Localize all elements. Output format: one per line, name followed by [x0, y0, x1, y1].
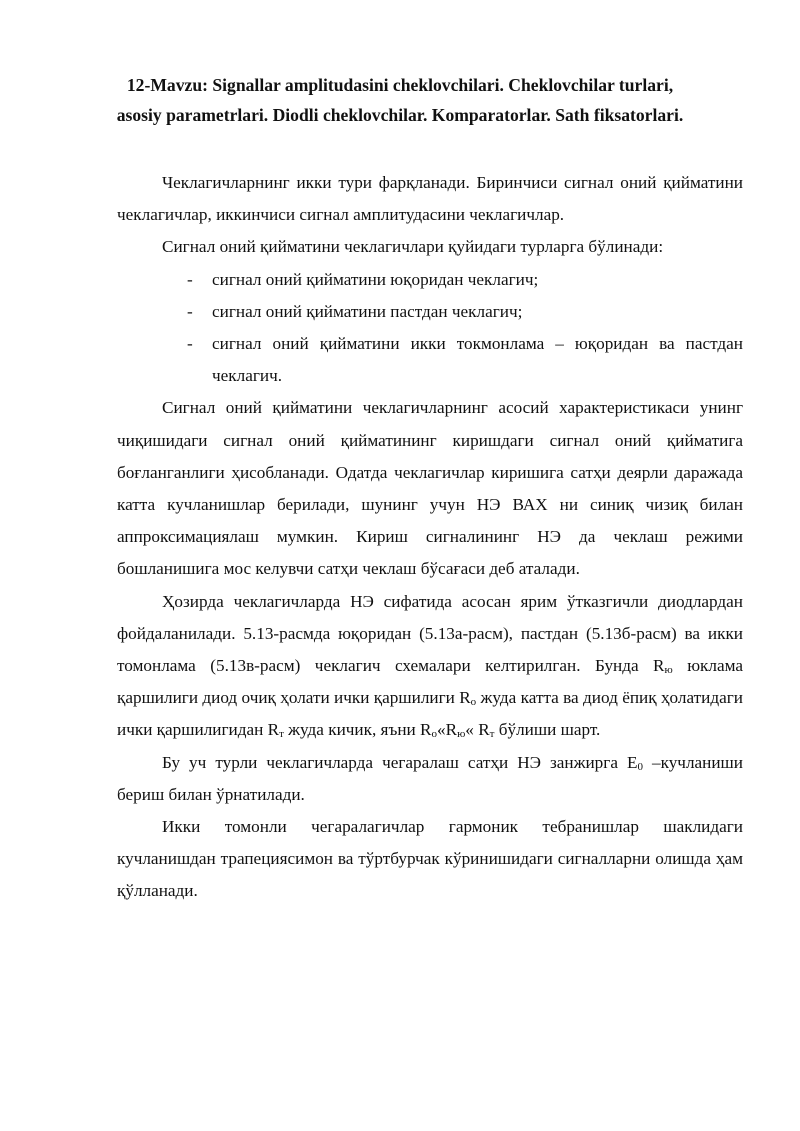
list-dash: - — [187, 301, 193, 321]
paragraph-4-text-a: Ҳозирда чеклагичларда НЭ сифатида асосан ярим ўтказгичли диодлардан фойдаланилади. 5.13-расмда юқоридан (5.13а-расм), пастдан (5.13б-расм) ва икки томонлама (5.13в-расм) чеклагич схемалари келтирилган. Бунда R — [117, 591, 743, 676]
list-item-text: сигнал оний қийматини пастдан чеклагич; — [212, 301, 523, 321]
paragraph-4-text-g: бўлиши шарт. — [494, 720, 601, 740]
list-dash: - — [187, 269, 193, 289]
paragraph-4-text-b: юклама қаршилиги диод очиқ ҳолати ички қаршилиги R — [117, 656, 743, 708]
paragraph-2: Сигнал оний қийматини чеклагичлари қуйидаги турларга бўлинади: — [162, 237, 664, 257]
title-line-1: 12-Mavzu: Signallar amplitudasini cheklovchilari. Cheklovchilar turlari, — [126, 75, 674, 95]
subscript: т — [489, 728, 495, 741]
paragraph-3: Сигнал оний қийматини чеклагичларнинг асосий характеристикаси унинг чиқишидаги сигнал оний қийматининг киришдаги сигнал оний қийматига боғланганлиги ҳисобланади. Одатда чеклагичлар киришига сатҳи деярли даражада катта кучланишлар берилади, шунинг учун НЭ ВАХ ни синиқ чизиқ билан аппроксимациялаш мумкин. Кириш сигналининг НЭ да чеклаш режими бошланишига мос келувчи сатҳи чеклаш бўсағаси деб аталади. — [117, 398, 743, 579]
title-line-2: asosiy parametrlari. Diodli cheklovchilar. Komparatorlar. Sath fiksatorlari. — [116, 105, 684, 125]
subscript: ю — [664, 664, 673, 677]
document-body — [117, 167, 743, 908]
list-item — [117, 264, 743, 296]
paragraph-5-text-b: –кучланиши бериш билан ўрнатилади. — [117, 752, 743, 804]
paragraph-4-text-e: «R — [437, 720, 458, 740]
list-dash: - — [187, 334, 193, 354]
page-title — [100, 70, 700, 130]
paragraph-1: Чеклагичларнинг икки тури фарқланади. Биринчиси сигнал оний қийматини чеклагичлар, иккинчиси сигнал амплитудасини чеклагичлар. — [117, 173, 743, 225]
paragraph-4-text-d: жуда кичик, яъни R — [283, 720, 432, 740]
paragraph-5 — [117, 747, 743, 811]
subscript: т — [279, 728, 284, 741]
list-item — [117, 296, 743, 328]
paragraph-5-text-a: Бу уч турли чеклагичларда чегаралаш сатҳи НЭ занжирга Е — [162, 752, 638, 772]
paragraph-4 — [117, 586, 743, 747]
paragraph-4-text-f: « R — [465, 720, 490, 740]
list-item — [117, 328, 743, 392]
subscript: 0 — [637, 760, 643, 773]
subscript: о — [470, 696, 477, 709]
paragraph-6: Икки томонли чегаралагичлар гармоник тебранишлар шаклидаги кучланишдан трапециясимон ва тўртбурчак кўринишидаги сигналларни олишда ҳам қўлланади. — [117, 817, 743, 901]
list-item-text: сигнал оний қийматини юқоридан чеклагич; — [212, 269, 539, 289]
list-item-text: сигнал оний қийматини икки токмонлама – юқоридан ва пастдан чеклагич. — [212, 334, 743, 386]
paragraph-4-text-c: жуда катта ва диод ёпиқ ҳолатидаги ички қаршилигидан R — [117, 688, 743, 740]
subscript: о — [431, 728, 438, 741]
subscript: ю — [457, 728, 466, 741]
